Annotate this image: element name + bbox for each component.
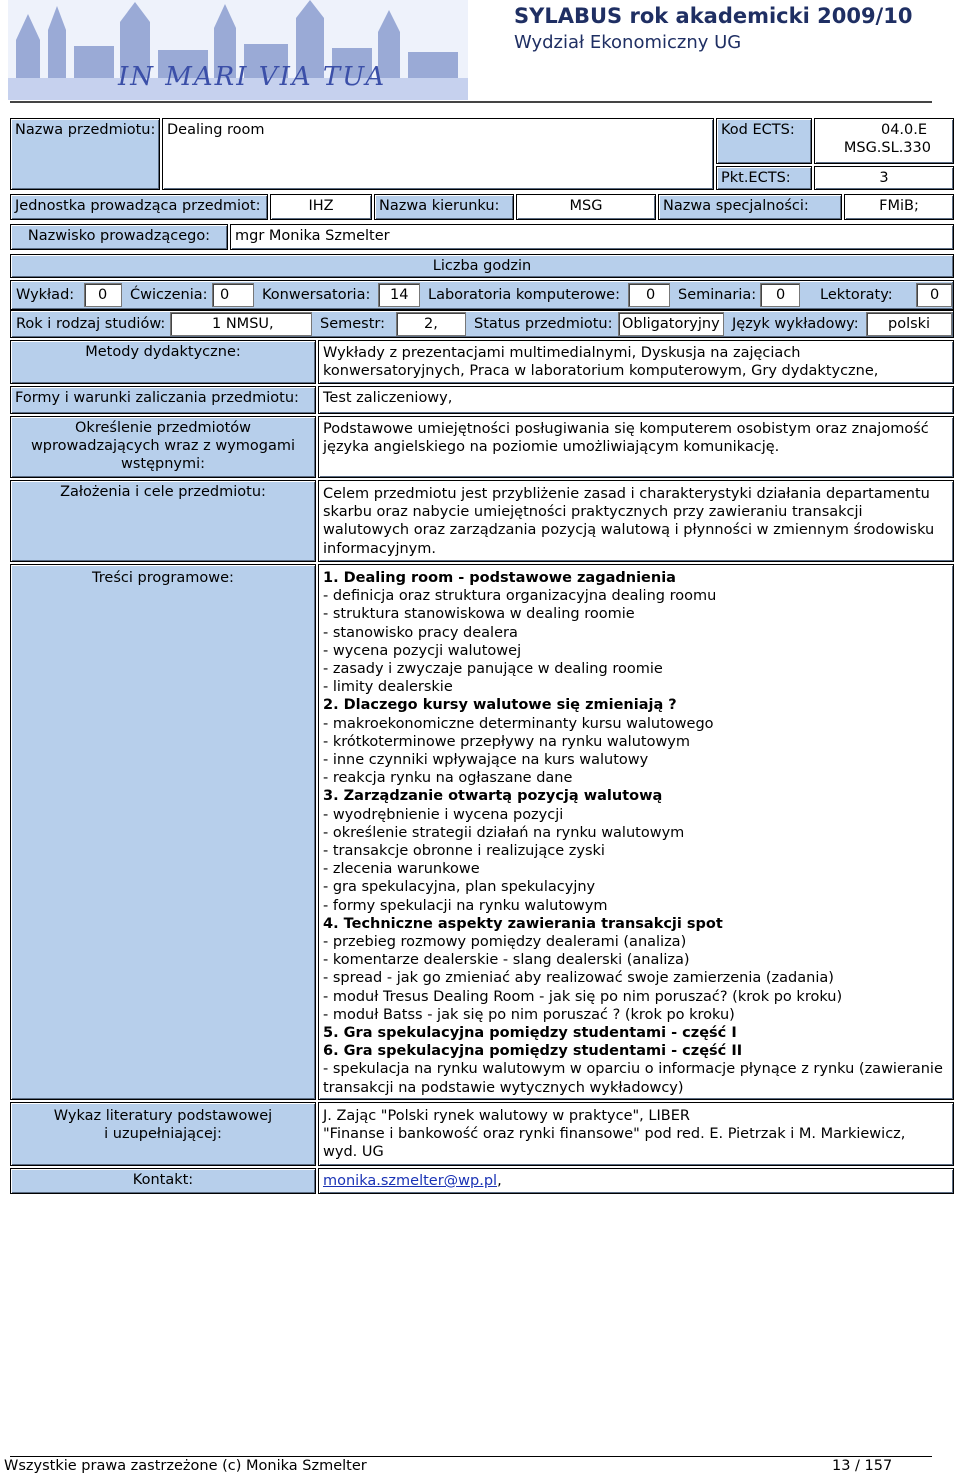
contact-email-suffix: , [497,1173,502,1189]
field-value: MSG [516,194,656,220]
program-topic-item: - wycena pozycji walutowej [323,642,522,659]
labs-value: 0 [646,287,656,303]
field-label: Nazwa kierunku: [374,194,514,220]
literature-label-line: Wykaz literatury podstawowej [53,1108,273,1124]
program-topic-item: - transakcje obronne i realizujące zyski [323,843,605,860]
contact-label: Kontakt: [10,1168,316,1194]
program-topic-heading: 1. Dealing room - podstawowe zagadnienia [323,570,676,586]
logo-motto: IN MARI VIA TUA [118,62,387,92]
syllabus-title: SYLABUS rok akademicki 2009/10 [514,4,913,28]
exercises-value: 0 [220,287,230,303]
literature-text [323,1107,905,1162]
prerequisites-label [10,416,316,478]
ects-points-value: 3 [814,166,954,190]
year-value: 1 NMSU, [212,316,274,332]
specialty-value: FMiB; [844,194,954,220]
program-topic-item: - moduł Tresus Dealing Room - jak się po nim poruszać? (krok po kroku) [323,988,843,1005]
program-topic-item: - formy spekulacji na rynku walutowym [323,897,608,914]
program-topic-item: - wyodrębnienie i wycena pozycji [323,806,564,823]
lecturer-value: mgr Monika Szmelter [230,224,954,250]
copyright-notice: Wszystkie prawa zastrzeżone (c) Monika Szmelter [4,1458,367,1474]
program-topic-item: - reakcja rynku na ogłaszane dane [323,770,573,787]
literature-line: "Finanse i bankowość oraz rynki finansowe" pod red. E. Pietrzak i M. Markiewicz, [323,1126,906,1143]
program-topic-item: - gra spekulacyjna, plan spekulacyjny [323,879,596,896]
program-topic-item: - makroekonomiczne determinanty kursu walutowego [323,715,714,732]
literature-line: wyd. UG [323,1144,384,1161]
page-header [0,0,960,104]
program-topic-item: - definicja oraz struktura organizacyjna dealing roomu [323,588,717,605]
prerequisites-label-line: wstępnymi: [120,456,206,472]
contact-text [323,1172,502,1190]
ects-points-label: Pkt.ECTS: [716,166,812,190]
lecture-label: Wykład: [16,287,75,303]
program-topic-item: - limity dealerskie [323,679,453,696]
teaching-language-label: Język wykładowy: [732,316,859,332]
conversatory-label: Konwersatoria: [262,287,371,303]
methods-text [323,344,878,380]
objectives-line: walutowych oraz zarządzania pozycją walutową i płynności w zmiennym środowisku [323,522,935,539]
prerequisites-label-line: wprowadzających wraz z wymogami [30,438,296,454]
footer-divider [10,1456,932,1457]
program-topic-heading: 5. Gra spekulacyjna pomiędzy studentami - część I [323,1025,737,1042]
program-topic-item: transakcji na podstawie wytycznych wykładowcy) [323,1079,684,1096]
prerequisites-label-line: Określenie przedmiotów [75,420,251,436]
ects-code-label: Kod ECTS: [716,118,812,164]
literature-line: J. Zając "Polski rynek walutowy w praktyce", LIBER [323,1108,690,1124]
prerequisites-line: języka angielskiego na poziomie umożliwiającym komunikację. [323,439,780,456]
faculty-name: Wydział Ekonomiczny UG [514,32,742,53]
literature-label-line: i uzupełniającej: [104,1126,222,1142]
prerequisites-text [323,420,929,456]
teaching-language-value: polski [888,316,931,332]
program-topic-item: - krótkoterminowe przepływy na rynku walutowym [323,733,691,750]
program-topic-item: - inne czynniki wpływające na kurs walutowy [323,752,649,769]
ects-code-line-1: 04.0.E [880,122,928,138]
program-topic-heading: 3. Zarządzanie otwartą pozycją walutową [323,788,663,805]
semester-value: 2, [424,316,438,332]
program-topic-item: - zlecenia warunkowe [323,861,480,878]
program-topic-item: - moduł Batss - jak się po nim poruszać ? (krok po kroku) [323,1006,735,1023]
program-content-text [323,569,943,1097]
methods-line: Wykłady z prezentacjami multimedialnymi, Dyskusja na zajęciach [323,345,801,361]
program-topic-item: - przebieg rozmowy pomiędzy dealerami (analiza) [323,934,687,951]
unit-label: Jednostka prowadząca przedmiot: [10,194,268,220]
contact-email-link[interactable]: monika.szmelter@wp.pl [323,1173,498,1189]
program-topic-item: - spread - jak go zmieniać aby realizować swoje zamierzenia (zadania) [323,970,834,987]
language-classes-value: 0 [930,287,940,303]
header-divider [10,101,932,103]
page-number: 13 / 157 [832,1458,893,1474]
objectives-line: informacyjnym. [323,540,436,557]
methods-label: Metody dydaktyczne: [10,340,316,384]
lecturer-label: Nazwisko prowadzącego: [10,224,228,250]
lecture-value: 0 [98,287,108,303]
status-value: Obligatoryjny [622,316,720,332]
hours-header: Liczba godzin [10,254,954,278]
exercises-label: Ćwiczenia: [130,287,208,303]
program-topic-item: - spekulacja na rynku walutowym w oparciu o informacje płynące z rynku (zawieranie [323,1061,943,1078]
program-topic-heading: 6. Gra spekulacyjna pomiędzy studentami - część II [323,1043,743,1060]
ects-code-value [814,118,954,164]
assessment-label: Formy i warunki zaliczania przedmiotu: [10,386,316,414]
objectives-line: Celem przedmiotu jest przybliżenie zasad i charakterystyki działania departamentu [323,486,930,502]
literature-label [10,1102,316,1166]
seminars-value: 0 [776,287,786,303]
methods-line: konwersatoryjnych, Praca w laboratorium komputerowym, Gry dydaktyczne, [323,363,879,380]
language-classes-label: Lektoraty: [820,287,893,303]
program-topic-item: - zasady i zwyczaje panujące w dealing roomie [323,661,663,678]
program-topic-item: - struktura stanowiskowa w dealing roomie [323,606,635,623]
assessment-value: Test zaliczeniowy, [318,386,954,414]
ects-code-line-2: MSG.SL.330 [843,140,931,156]
program-topic-heading: 4. Techniczne aspekty zawierania transakcji spot [323,915,723,932]
semester-label: Semestr: [320,316,386,332]
program-topic-heading: 2. Dlaczego kursy walutowe się zmieniają ? [323,697,677,714]
exercises-box [212,283,254,307]
seminars-label: Seminaria: [678,287,757,303]
program-topic-item: - komentarze dealerskie - slang dealerski (analiza) [323,952,690,969]
program-topic-item: - określenie strategii działań na rynku walutowym [323,824,685,841]
prerequisites-line: Podstawowe umiejętności posługiwania się komputerem osobistym oraz znajomość [323,421,929,437]
course-name-value: Dealing room [162,118,714,190]
specialty-label: Nazwa specjalności: [658,194,842,220]
unit-value: IHZ [270,194,372,220]
course-name-label: Nazwa przedmiotu: [10,118,160,190]
objectives-line: skarbu oraz nabycie umiejętności praktycznych przy zawieraniu transakcji [323,504,863,521]
year-label: Rok i rodzaj studiów: [16,316,166,332]
status-label: Status przedmiotu: [474,316,613,332]
conversatory-value: 14 [390,287,409,303]
objectives-text [323,485,934,558]
program-content-label: Treści programowe: [10,564,316,1100]
objectives-label: Założenia i cele przedmiotu: [10,480,316,562]
program-topic-item: - stanowisko pracy dealera [323,624,518,641]
labs-label: Laboratoria komputerowe: [428,287,620,303]
